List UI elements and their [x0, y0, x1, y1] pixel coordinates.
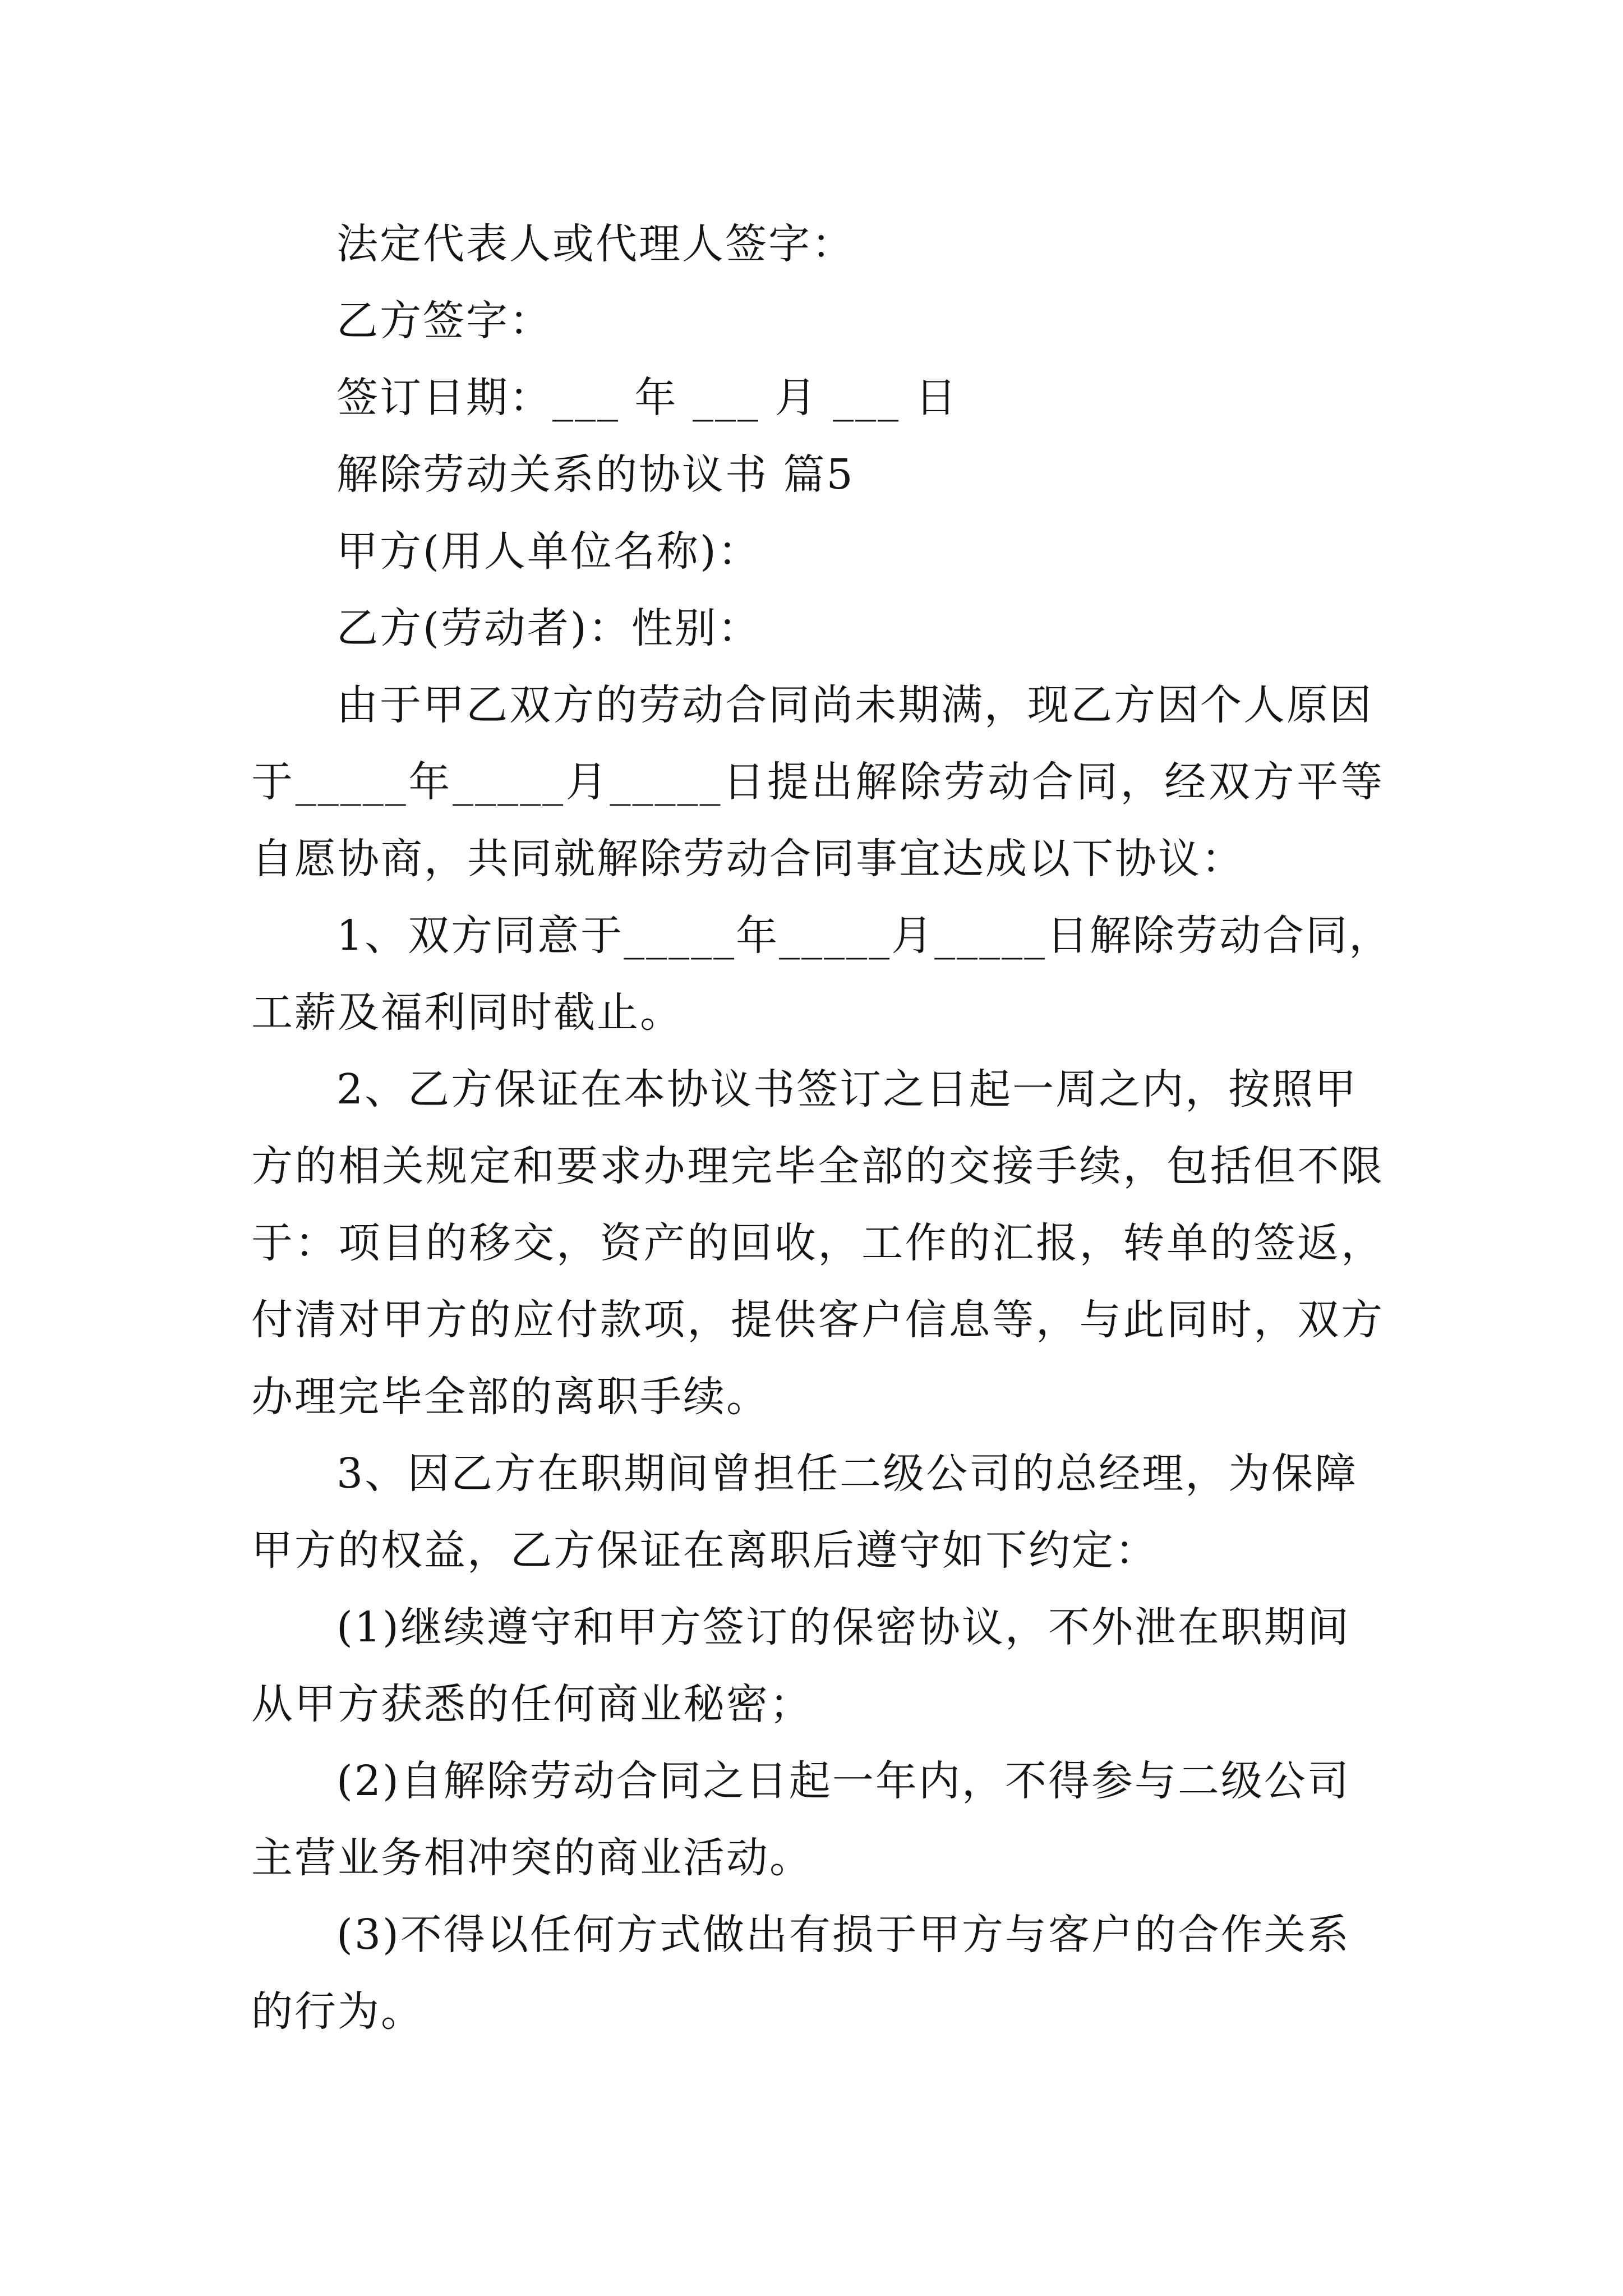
party-b-signature-label: 乙方签字： [336, 297, 552, 345]
sub-item-2-line-2: 主营业务相冲突的商业活动。 [251, 1834, 813, 1882]
sub-item-1-line-2: 从甲方获悉的任何商业秘密； [251, 1680, 813, 1728]
clause-2-line-1: 2、乙方保证在本协议书签订之日起一周之内，按照甲 [336, 1065, 1358, 1114]
clause-2-cont-b [251, 1219, 1384, 1267]
clause-2-line-4: 付清对甲方的应付款项，提供客户信息等，与此同时，双方 [251, 1296, 1384, 1344]
intro-line-2: 于_____年_____月_____日提出解除劳动合同，经双方平等 [251, 758, 1384, 806]
clause-2-cont-a [251, 1142, 1384, 1190]
party-a-line: 甲方(用人单位名称)： [336, 527, 761, 576]
party-b-line: 乙方(劳动者)：性别： [336, 604, 761, 652]
sign-date-line: 签订日期：___ 年 ___ 月 ___ 日 [336, 374, 958, 422]
sub-item-3-line-1: (3)不得以任何方式做出有损于甲方与客户的合作关系 [336, 1911, 1350, 1959]
clause-2-line-3: 于：项目的移交，资产的回收，工作的汇报，转单的签返， [251, 1219, 1384, 1267]
clause-2-cont-c [251, 1296, 1384, 1344]
intro-line-1: 由于甲乙双方的劳动合同尚未期满，现乙方因个人原因 [336, 681, 1373, 729]
intro-paragraph-cont [251, 758, 1384, 806]
sub-item-2-line-1: (2)自解除劳动合同之日起一年内，不得参与二级公司 [336, 1757, 1350, 1805]
intro-line-3: 自愿协商，共同就解除劳动合同事宜达成以下协议： [251, 835, 1244, 883]
clause-2-line-5: 办理完毕全部的离职手续。 [251, 1373, 769, 1421]
clause-2-line-2: 方的相关规定和要求办理完毕全部的交接手续，包括但不限 [251, 1142, 1384, 1190]
section-title: 解除劳动关系的协议书 篇5 [336, 450, 855, 499]
sub-item-3-line-2: 的行为。 [251, 1987, 424, 2036]
clause-1-line-2: 工薪及福利同时截止。 [251, 988, 683, 1037]
clause-3-line-2: 甲方的权益，乙方保证在离职后遵守如下约定： [251, 1526, 1158, 1575]
clause-1-line-1: 1、双方同意于_____年_____月_____日解除劳动合同， [336, 912, 1393, 960]
sub-item-1-line-1: (1)继续遵守和甲方签订的保密协议，不外泄在职期间 [336, 1603, 1350, 1651]
legal-rep-signature-label: 法定代表人或代理人签字： [336, 220, 855, 268]
clause-3-line-1: 3、因乙方在职期间曾担任二级公司的总经理，为保障 [336, 1450, 1358, 1498]
